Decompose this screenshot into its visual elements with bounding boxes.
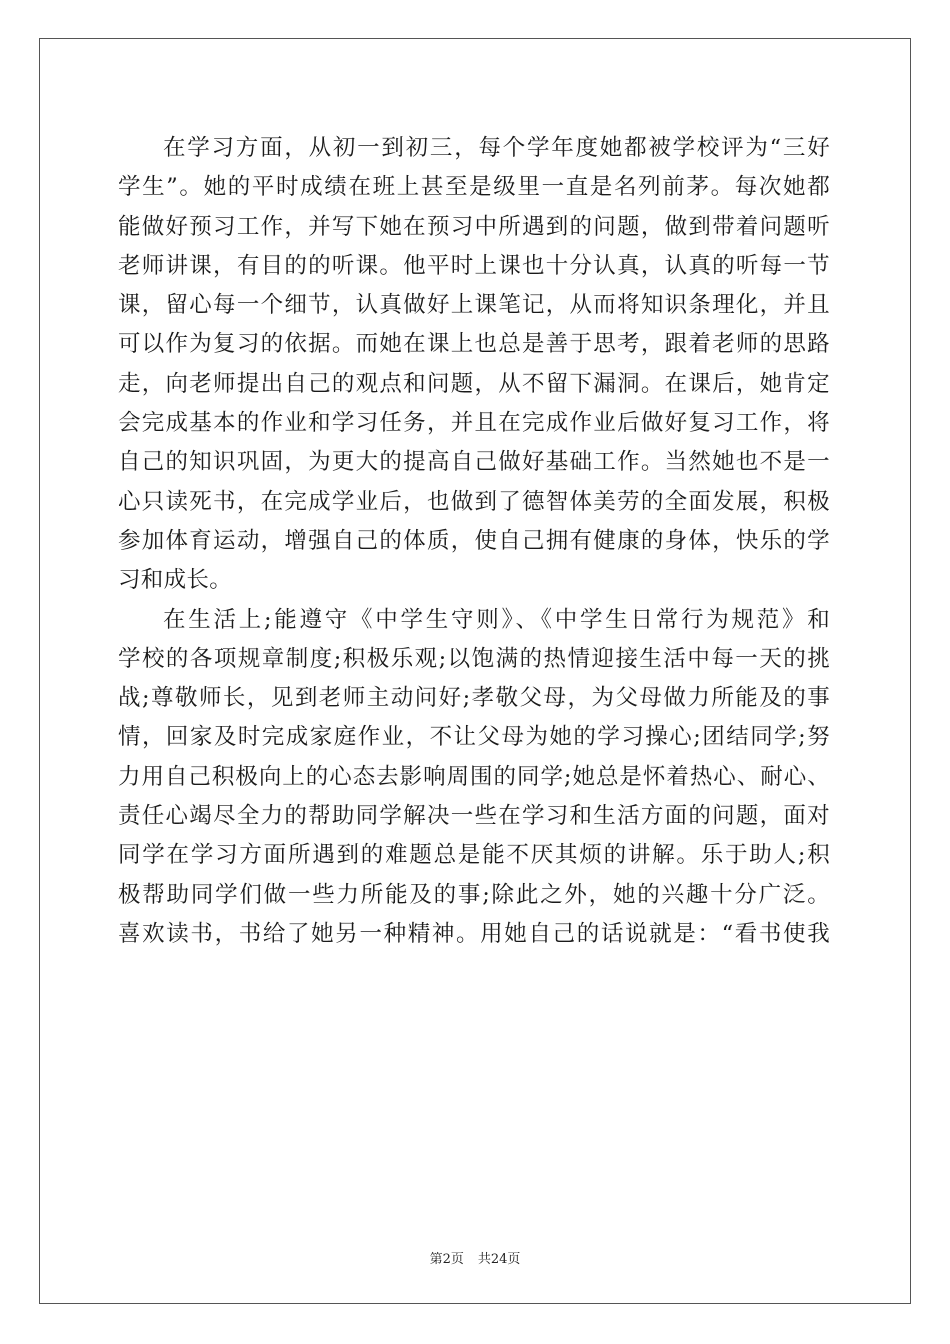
paragraph-study xyxy=(118,129,830,601)
text-line: 老师讲课，有目的的听课。他平时上课也十分认真，认真的听每一节 xyxy=(118,252,830,279)
text-line: 力用自己积极向上的心态去影响周围的同学;她总是怀着热心、耐心、 xyxy=(118,763,830,790)
text-line: 战;尊敬师长，见到老师主动问好;孝敬父母，为父母做力所能及的事 xyxy=(118,685,830,712)
text-line: 课，留心每一个细节，认真做好上课笔记，从而将知识条理化，并且 xyxy=(118,292,830,319)
current-page-number: 第2页 xyxy=(429,1252,464,1267)
text-line: 心只读死书，在完成学业后，也做到了德智体美劳的全面发展，积极 xyxy=(118,488,830,515)
total-pages: 共24页 xyxy=(477,1252,521,1267)
page-footer xyxy=(0,1248,950,1267)
text-line: 参加体育运动，增强自己的体质，使自己拥有健康的身体，快乐的学 xyxy=(118,527,830,554)
text-line: 会完成基本的作业和学习任务，并且在完成作业后做好复习工作，将 xyxy=(118,410,830,437)
text-line: 学校的各项规章制度;积极乐观;以饱满的热情迎接生活中每一天的挑 xyxy=(118,645,830,672)
text-line: 极帮助同学们做一些力所能及的事;除此之外，她的兴趣十分广泛。 xyxy=(118,881,830,908)
text-line: 自己的知识巩固，为更大的提高自己做好基础工作。当然她也不是一 xyxy=(118,449,830,476)
document-body xyxy=(118,129,830,954)
paragraph-life xyxy=(118,601,830,955)
text-line: 走，向老师提出自己的观点和问题，从不留下漏洞。在课后，她肯定 xyxy=(118,370,830,397)
text-line: 学生”。她的平时成绩在班上甚至是级里一直是名列前茅。每次她都 xyxy=(118,174,830,201)
text-line: 情，回家及时完成家庭作业，不让父母为她的学习操心;团结同学;努 xyxy=(118,724,830,751)
text-line: 在生活上;能遵守《中学生守则》、《中学生日常行为规范》和 xyxy=(163,606,830,633)
text-line: 可以作为复习的依据。而她在课上也总是善于思考，跟着老师的思路 xyxy=(118,331,830,358)
text-line: 在学习方面，从初一到初三，每个学年度她都被学校评为“三好 xyxy=(163,135,830,161)
text-line: 责任心竭尽全力的帮助同学解决一些在学习和生活方面的问题，面对 xyxy=(118,803,830,830)
text-line: 习和成长。 xyxy=(118,567,233,594)
text-line: 能做好预习工作，并写下她在预习中所遇到的问题，做到带着问题听 xyxy=(118,213,830,240)
text-line: 同学在学习方面所遇到的难题总是能不厌其烦的讲解。乐于助人;积 xyxy=(118,842,830,869)
text-line: 喜欢读书，书给了她另一种精神。用她自己的话说就是：“看书使我 xyxy=(118,920,830,947)
